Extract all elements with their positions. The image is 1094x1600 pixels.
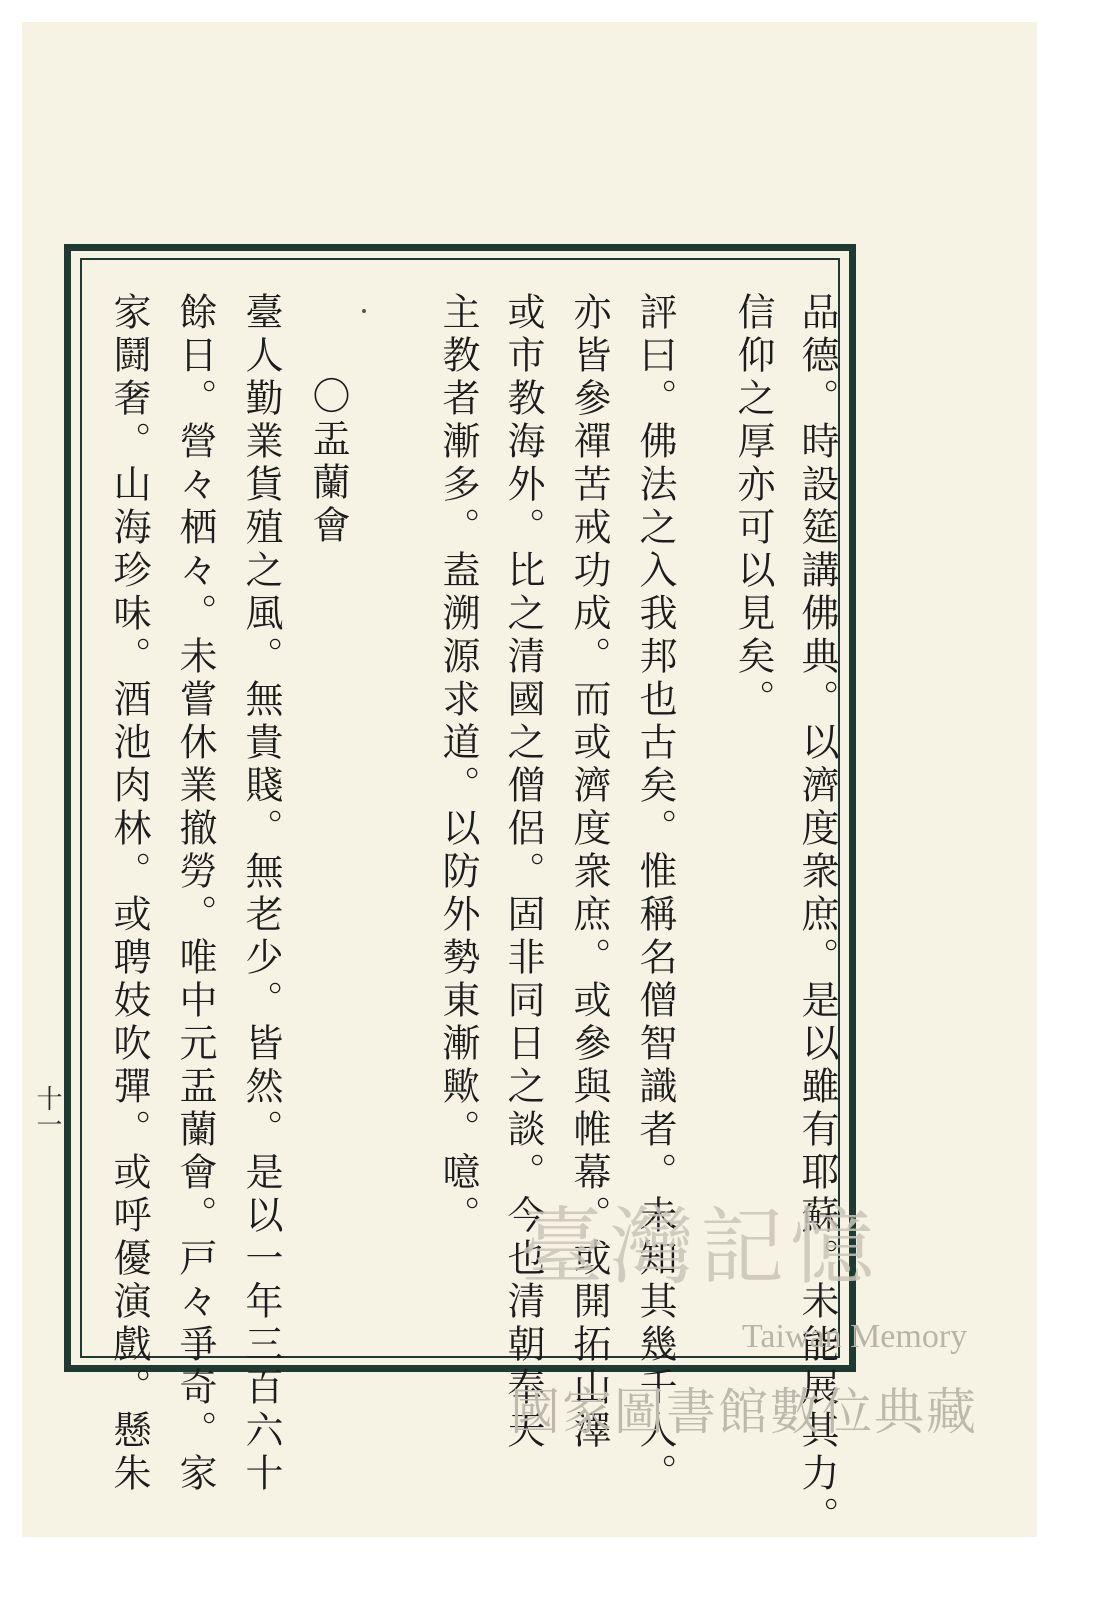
text-column-9: 臺人勤業貨殖之風。無貴賤。無老少。皆然。是以一年三百六十 <box>239 292 283 1496</box>
text-column-4: 亦皆參禪苦戒功成。而或濟度衆庶。或參與帷幕。或開拓山澤 <box>567 292 611 1453</box>
section-heading: 〇盂蘭會 <box>306 376 350 548</box>
watermark-seal: 臺灣記憶 <box>520 1198 881 1296</box>
watermark-chinese: 國家圖書館數位典藏 <box>510 1383 978 1441</box>
text-column-6: 主教者漸多。盍溯源求道。以防外勢東漸歟。噫。 <box>436 292 480 1238</box>
text-column-3: 評曰。佛法之入我邦也古矣。惟稱名僧智識者。未知其幾千人。 <box>633 292 677 1496</box>
page-number: 十一 <box>32 1085 62 1137</box>
text-column-5: 或市教海外。比之清國之僧侶。固非同日之談。今也清朝奉天 <box>501 292 545 1453</box>
text-column-11: 家鬪奢。山海珍味。酒池肉林。或聘妓吹彈。或呼優演戲。懸朱 <box>107 292 151 1496</box>
text-column-1: 品德。時設筵講佛典。以濟度衆庶。是以雖有耶蘇。未能展其力。 <box>795 292 839 1539</box>
text-column-2: 信仰之厚亦可以見矣。 <box>731 292 775 722</box>
ink-speck <box>362 309 366 313</box>
text-column-10: 餘日。營々栖々。未嘗休業撤勞。唯中元盂蘭會。戸々爭奇。家 <box>173 292 217 1496</box>
watermark-english: Taiwan Memory <box>742 1318 968 1355</box>
